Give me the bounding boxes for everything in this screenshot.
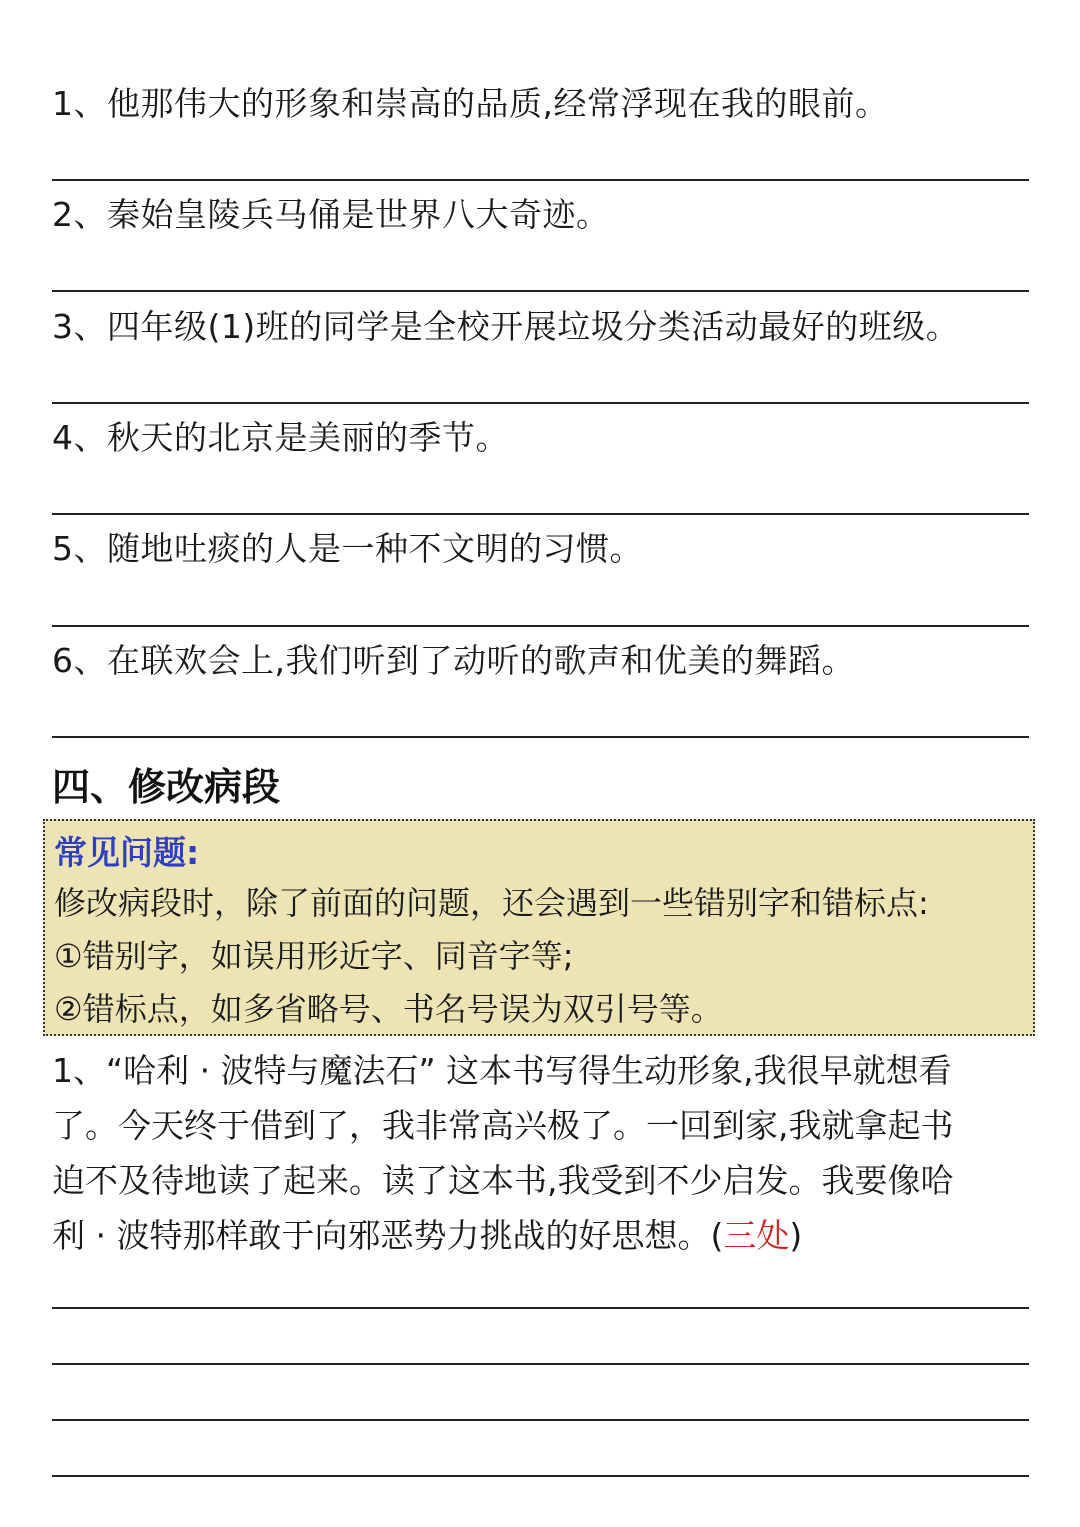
paragraph-line-last: [52, 1208, 1037, 1263]
common-problems-line: ②错标点，如多省略号、书名号误为双引号等。: [54, 990, 723, 1028]
paragraph-answer-line-1: [52, 1307, 1029, 1309]
paragraph-answer-line-2: [52, 1363, 1029, 1365]
exercise-paragraph: [52, 1043, 1037, 1263]
common-problems-line: ①错别字，如误用形近字、同音字等;: [54, 937, 574, 975]
closing-paren: ): [789, 1216, 803, 1255]
answer-line-1: [52, 179, 1029, 181]
paragraph-line: 了。今天终于借到了，我非常高兴极了。一回到家,我就拿起书: [52, 1106, 954, 1145]
paragraph-line: 迫不及待地读了起来。读了这本书,我受到不少启发。我要像哈: [52, 1161, 954, 1200]
paragraph-line: 1、“哈利 · 波特与魔法石” 这本书写得生动形象,我很早就想看: [52, 1051, 952, 1090]
sentence-2: 2、秦始皇陵兵马俑是世界八大奇迹。: [52, 195, 610, 234]
answer-line-3: [52, 402, 1029, 404]
common-problems-box: [43, 819, 1035, 1036]
paragraph-line-text: 利 · 波特那样敢于向邪恶势力挑战的好思想。(: [52, 1216, 724, 1255]
section-title: 四、修改病段: [52, 765, 281, 809]
error-count-hint: 三处: [723, 1216, 790, 1255]
sentence-5: 5、随地吐痰的人是一种不文明的习惯。: [52, 529, 643, 568]
paragraph-answer-line-4: [52, 1475, 1029, 1477]
paragraph-answer-line-3: [52, 1419, 1029, 1421]
sentence-1: 1、他那伟大的形象和崇高的品质,经常浮现在我的眼前。: [52, 84, 889, 123]
answer-line-6: [52, 736, 1029, 738]
answer-line-4: [52, 513, 1029, 515]
common-problems-line: 修改病段时，除了前面的问题，还会遇到一些错别字和错标点:: [54, 884, 929, 922]
common-problems-title: 常见问题:: [54, 833, 200, 872]
sentence-6: 6、在联欢会上,我们听到了动听的歌声和优美的舞蹈。: [52, 641, 855, 680]
answer-line-2: [52, 290, 1029, 292]
sentence-3: 3、四年级(1)班的同学是全校开展垃圾分类活动最好的班级。: [52, 307, 960, 346]
answer-line-5: [52, 625, 1029, 627]
sentence-4: 4、秋天的北京是美丽的季节。: [52, 418, 509, 457]
